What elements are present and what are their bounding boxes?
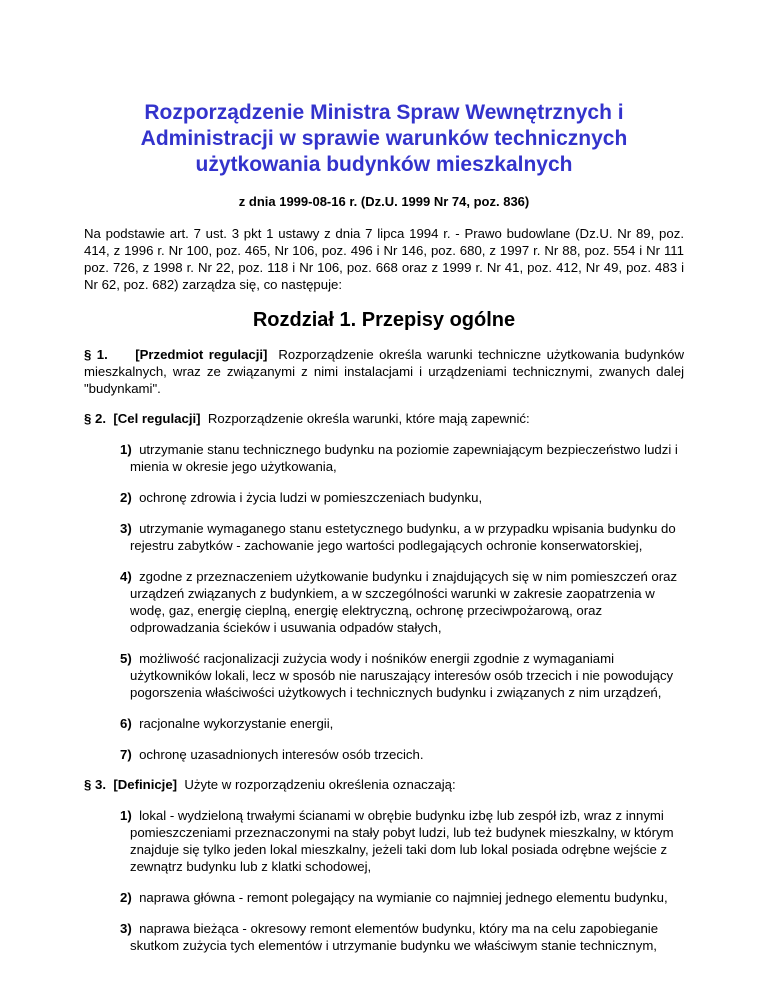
- chapter-heading: Rozdział 1. Przepisy ogólne: [252, 309, 516, 331]
- title-line-1: Rozporządzenie Ministra Spraw Wewnętrznych i: [144, 101, 624, 124]
- document-date-line: z dnia 1999-08-16 r. (Dz.U. 1999 Nr 74, poz. 836): [238, 194, 530, 209]
- item-number: 2): [120, 490, 132, 505]
- paragraph-2-list: [84, 441, 684, 763]
- paragraph-label: [Przedmiot regulacji]: [135, 347, 268, 362]
- item-number: 4): [120, 569, 132, 584]
- item-text: ochronę uzasadnionych interesów osób trzecich.: [139, 747, 424, 762]
- item-text: ochronę zdrowia i życia ludzi w pomieszczeniach budynku,: [139, 490, 483, 505]
- preamble: Na podstawie art. 7 ust. 3 pkt 1 ustawy z dnia 7 lipca 1994 r. - Prawo budowlane (Dz.U. Nr 89, poz. 414, z 1996 r. Nr 100, poz. 465, Nr 106, poz. 496 i Nr 146, poz. 680, z 1997 r. Nr 88, poz. 554 i Nr 111 poz. 726, z 1998 r. Nr 22, poz. 118 i Nr 106, poz. 668 oraz z 1999 r. Nr 41, poz. 412, Nr 49, poz. 483 i Nr 62, poz. 682) zarządza się, co następuje:: [84, 226, 684, 292]
- item-text: naprawa bieżąca - okresowy remont elementów budynku, który ma na celu zapobieganie skutkom zużycia tych elementów i utrzymanie budynku we właściwym stanie technicznym,: [130, 921, 659, 953]
- list-item: [120, 889, 684, 906]
- item-number: 1): [120, 442, 132, 457]
- list-item: [120, 920, 684, 954]
- paragraph-1: [84, 346, 684, 397]
- item-text: możliwość racjonalizacji zużycia wody i nośników energii zgodnie z wymaganiami użytkowników lokali, lecz w sposób nie naruszający interesów osób trzecich i nie powodujący pogorszenia właściwości użytkowych i technicznych budynku i związanych z nim urządzeń,: [130, 651, 674, 700]
- list-item: [120, 441, 684, 475]
- item-number: 6): [120, 716, 132, 731]
- paragraph-number: § 3.: [84, 777, 106, 792]
- item-number: 1): [120, 808, 132, 823]
- paragraph-number: § 2.: [84, 411, 106, 426]
- item-text: utrzymanie wymaganego stanu estetycznego budynku, a w przypadku wpisania budynku do rejestru zabytków - zachowanie jego wartości podlegających ochronie konserwatorskiej,: [130, 521, 676, 553]
- item-text: zgodne z przeznaczeniem użytkowanie budynku i znajdujących się w nim pomieszczeń oraz urządzeń związanych z budynkiem, a w szczególności warunki w zakresie zaopatrzenia w wodę, gaz, energię cieplną, energię elektryczną, ochronę przeciwpożarową, oraz odprowadzania ścieków i usuwania odpadów stałych,: [130, 569, 678, 635]
- item-number: 7): [120, 747, 132, 762]
- list-item: [120, 715, 684, 732]
- list-item: [120, 520, 684, 554]
- title-line-3: użytkowania budynków mieszkalnych: [195, 153, 573, 176]
- paragraph-2: [84, 410, 684, 427]
- list-item: [120, 807, 684, 875]
- list-item: [120, 746, 684, 763]
- paragraph-text: Rozporządzenie określa warunki, które mają zapewnić:: [207, 411, 530, 426]
- list-item: [120, 489, 684, 506]
- paragraph-3-list: [84, 807, 684, 954]
- paragraph-number: § 1.: [84, 347, 108, 362]
- paragraph-3: [84, 776, 684, 793]
- paragraph-label: [Definicje]: [113, 777, 178, 792]
- paragraph-text: Użyte w rozporządzeniu określenia oznaczają:: [184, 777, 456, 792]
- item-number: 3): [120, 521, 132, 536]
- list-item: [120, 650, 684, 701]
- item-text: utrzymanie stanu technicznego budynku na poziomie zapewniającym bezpieczeństwo ludzi i mienia w okresie jego użytkowania,: [130, 442, 678, 474]
- item-text: naprawa główna - remont polegający na wymianie co najmniej jednego elementu budynku,: [139, 890, 668, 905]
- item-text: lokal - wydzieloną trwałymi ścianami w obrębie budynku izbę lub zespół izb, wraz z innymi pomieszczeniami przeznaczonymi na stały pobyt ludzi, lub też budynek mieszkalny, w którym znajduje się tylko jeden lokal mieszkalny, jeżeli taki dom lub lokal posiada odrębne wejście z zewnątrz budynku lub z klatki schodowej,: [130, 808, 674, 874]
- list-item: [120, 568, 684, 636]
- item-number: 2): [120, 890, 132, 905]
- paragraph-text: Rozporządzenie określa warunki techniczne użytkowania budynków mieszkalnych, wraz ze związanymi z nimi instalacjami i urządzeniami technicznymi, zwanych dalej "budynkami".: [84, 347, 685, 396]
- document-title: [84, 0, 684, 178]
- item-number: 5): [120, 651, 132, 666]
- paragraph-label: [Cel regulacji]: [113, 411, 201, 426]
- item-text: racjonalne wykorzystanie energii,: [139, 716, 334, 731]
- title-line-2: Administracji w sprawie warunków technicznych: [140, 127, 628, 150]
- item-number: 3): [120, 921, 132, 936]
